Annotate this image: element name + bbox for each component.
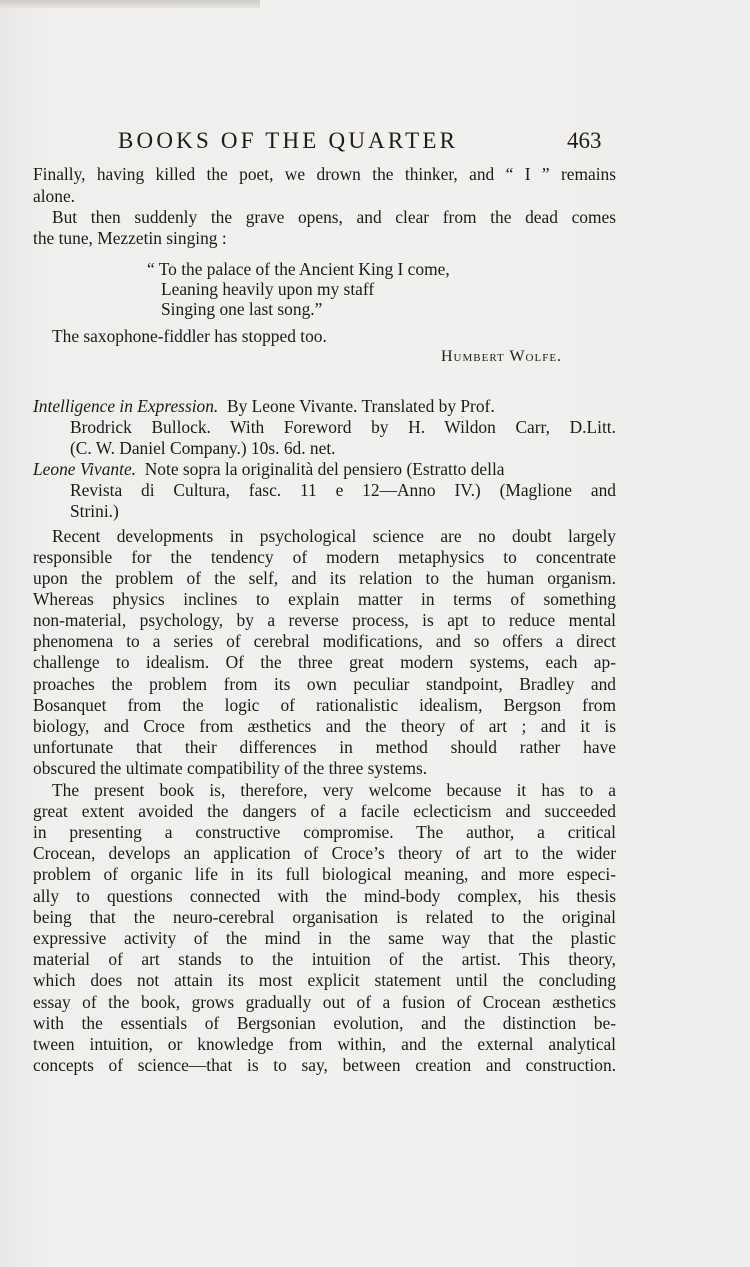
para2-line: with the essentials of Bergsonian evolution, and the distinction be- (33, 1013, 616, 1033)
para2-line: The present book is, therefore, very welcome because it has to a (52, 780, 616, 800)
para2-line: tween intuition, or knowledge from within, and the external analytical (33, 1034, 616, 1054)
quote-line-2: Leaning heavily upon my staff (161, 279, 375, 299)
running-head (0, 126, 750, 156)
book2-entry-line-3: Strini.) (70, 501, 119, 521)
book1-entry-line-1 (33, 396, 495, 417)
para2-line: problem of organic life in its full biological meaning, and more especi- (33, 864, 616, 884)
book1-author: By Leone Vivante. Translated by Prof. (227, 396, 495, 416)
para2-line: being that the neuro-cerebral organisation is related to the original (33, 907, 616, 927)
running-head-title: BOOKS OF THE QUARTER (118, 128, 459, 153)
para1-line: biology, and Croce from æsthetics and the theory of art ; and it is (33, 716, 616, 736)
para1-line: Bosanquet from the logic of rationalistic idealism, Bergson from (33, 695, 616, 715)
quote-line-3: Singing one last song.” (161, 299, 323, 319)
para2-line: which does not attain its most explicit statement until the concluding (33, 970, 616, 990)
para2-line: great extent avoided the dangers of a facile eclecticism and succeeded (33, 801, 616, 821)
book1-entry-line-3: (C. W. Daniel Company.) 10s. 6d. net. (70, 438, 336, 458)
para1-line: responsible for the tendency of modern metaphysics to concentrate (33, 547, 616, 567)
page-number: 463 (567, 128, 602, 153)
para2-line: material of art stands to the intuition of the artist. This theory, (33, 949, 616, 969)
para1-line: upon the problem of the self, and its relation to the human organism. (33, 568, 616, 588)
para1-line: proaches the problem from its own peculiar standpoint, Bradley and (33, 674, 616, 694)
para1-line: phenomena to a series of cerebral modifications, and so offers a direct (33, 631, 616, 651)
book1-title: Intelligence in Expression. (33, 396, 219, 416)
para1-line: non-material, psychology, by a reverse process, is apt to reduce mental (33, 610, 616, 630)
para1-line: obscured the ultimate compatibility of the three systems. (33, 758, 428, 778)
para2-line: ally to questions connected with the mind-body complex, his thesis (33, 886, 616, 906)
para1-line: challenge to idealism. Of the three great modern systems, each ap- (33, 652, 616, 672)
book2-title: Leone Vivante. (33, 459, 137, 479)
review1-line-4: the tune, Mezzetin singing : (33, 228, 227, 248)
review1-closing: The saxophone-fiddler has stopped too. (52, 326, 327, 346)
page-torn-edge (0, 0, 260, 8)
para1-line: Whereas physics inclines to explain matter in terms of something (33, 589, 616, 609)
review1-line-3: But then suddenly the grave opens, and clear from the dead comes (52, 207, 616, 227)
para2-line: expressive activity of the mind in the same way that the plastic (33, 928, 616, 948)
para2-line: in presenting a constructive compromise. The author, a critical (33, 822, 616, 842)
para2-line: essay of the book, grows gradually out of a fusion of Crocean æsthetics (33, 992, 616, 1012)
book1-entry-line-2: Brodrick Bullock. With Foreword by H. Wildon Carr, D.Litt. (70, 417, 616, 437)
para1-line: unfortunate that their differences in method should rather have (33, 737, 616, 757)
book2-details: Note sopra la originalità del pensiero (Estratto della (144, 459, 505, 479)
para1-line: Recent developments in psychological science are no doubt largely (52, 526, 616, 546)
review1-line-1: Finally, having killed the poet, we drown the thinker, and “ I ” remains (33, 164, 616, 184)
quote-line-1: “ To the palace of the Ancient King I come, (147, 259, 450, 279)
book2-entry-line-1 (33, 459, 505, 480)
book2-entry-line-2: Revista di Cultura, fasc. 11 e 12—Anno IV.) (Maglione and (70, 480, 616, 500)
reviewer-signature: Humbert Wolfe. (441, 348, 563, 365)
para2-line: concepts of science—that is to say, between creation and construction. (33, 1055, 616, 1075)
para2-line: Crocean, develops an application of Croce’s theory of art to the wider (33, 843, 616, 863)
review1-line-2: alone. (33, 186, 76, 206)
